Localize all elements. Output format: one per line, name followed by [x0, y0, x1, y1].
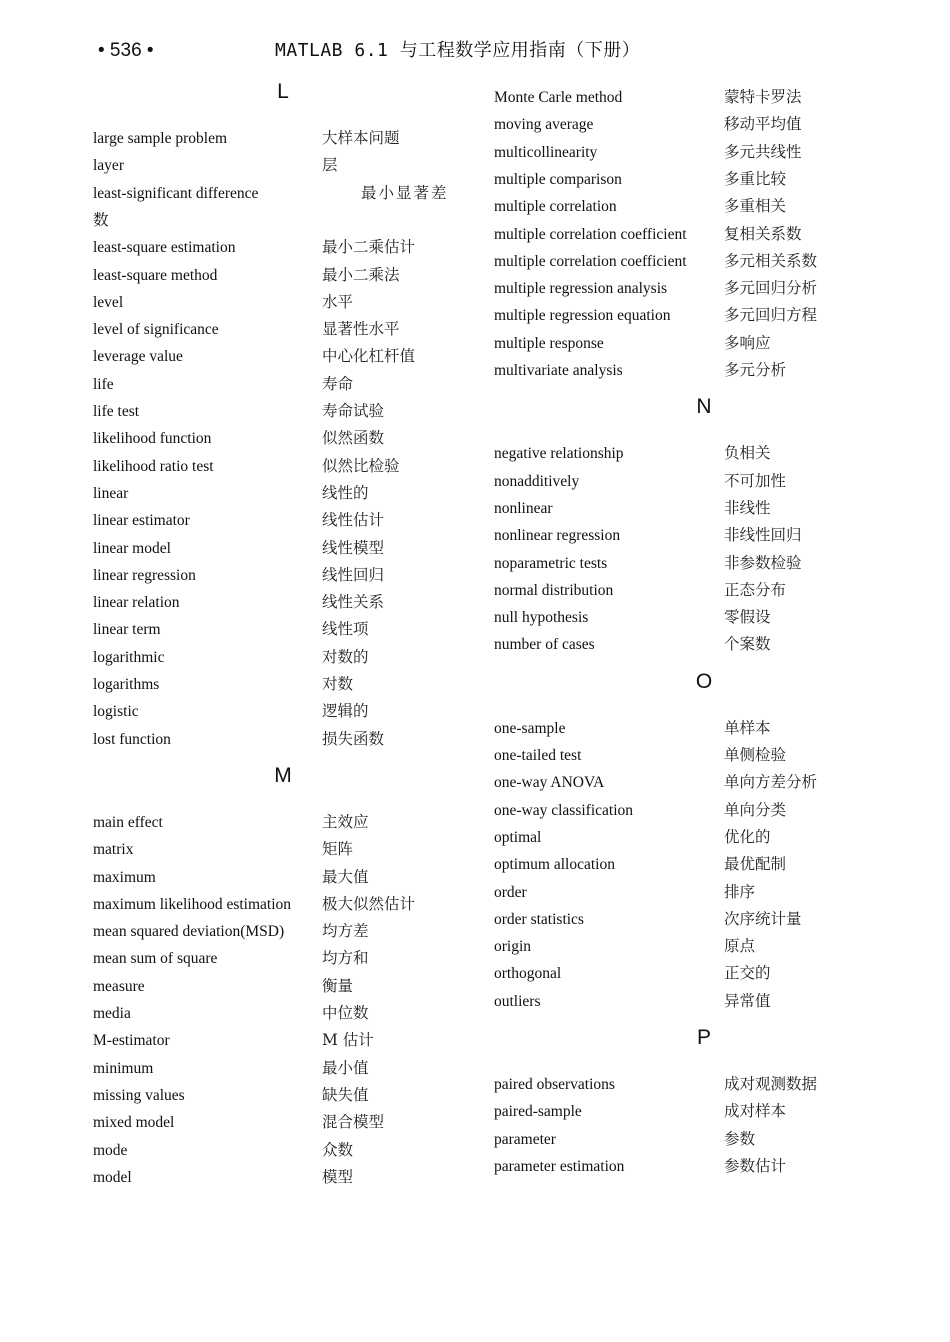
term-english: negative relationship: [494, 445, 624, 463]
term-english: linear relation: [93, 594, 180, 612]
term-english: likelihood ratio test: [93, 457, 214, 475]
glossary-entry: [494, 742, 914, 769]
glossary-entry: [93, 973, 473, 1000]
glossary-entry: [93, 507, 473, 534]
glossary-entry: [93, 1164, 473, 1191]
term-chinese: 零假设: [724, 608, 771, 627]
term-english: missing values: [93, 1086, 185, 1104]
glossary-entry: [494, 193, 914, 220]
term-english: logarithmic: [93, 648, 165, 666]
term-chinese: 众数: [322, 1140, 354, 1159]
glossary-entry: [93, 644, 473, 671]
term-english: order: [494, 883, 527, 901]
glossary-entry: [494, 879, 914, 906]
term-english: number of cases: [494, 636, 595, 654]
term-chinese: 原点: [724, 937, 756, 956]
term-english: least-significant difference: [93, 184, 259, 202]
term-chinese: 移动平均值: [724, 115, 802, 134]
running-title: MATLAB 6.1 与工程数学应用指南（下册）: [275, 40, 641, 61]
term-chinese: 对数: [322, 675, 354, 693]
term-chinese: 似然函数: [322, 429, 385, 448]
term-english: one-way classification: [494, 801, 634, 819]
glossary-entry: [93, 726, 473, 753]
glossary-entry: [494, 851, 914, 878]
term-chinese: 最小显著差: [361, 183, 449, 202]
glossary-entry: [93, 589, 473, 616]
term-english: orthogonal: [494, 965, 562, 983]
term-chinese: 最优配制: [724, 855, 787, 874]
term-english: M-estimator: [93, 1032, 170, 1050]
term-chinese: 衡量: [322, 976, 354, 995]
glossary-entry: [93, 480, 473, 507]
term-chinese: 不可加性: [724, 471, 787, 490]
glossary-entry: [494, 330, 914, 357]
term-chinese: 正交的: [724, 964, 771, 983]
term-chinese: 多重比较: [724, 169, 787, 188]
term-chinese: 单样本: [724, 718, 771, 737]
glossary-entry: [93, 535, 473, 562]
term-chinese: 混合模型: [322, 1113, 385, 1132]
glossary-entry: [93, 316, 473, 343]
glossary-entry: [494, 248, 914, 275]
glossary-entry: [93, 425, 473, 452]
term-english: normal distribution: [494, 581, 614, 599]
term-english: order statistics: [494, 910, 584, 928]
term-english: multiple regression equation: [494, 307, 671, 325]
term-english: least-square method: [93, 266, 218, 284]
glossary-entry: [494, 933, 914, 960]
term-english: noparametric tests: [494, 554, 608, 572]
glossary-entry: [494, 440, 914, 467]
glossary-entry: [494, 550, 914, 577]
term-chinese: 极大似然估计: [322, 894, 416, 913]
glossary-entry: [494, 604, 914, 631]
glossary-entry: [93, 1055, 473, 1082]
term-english: nonadditively: [494, 472, 580, 490]
term-chinese: 次序统计量: [724, 909, 802, 928]
term-english: parameter estimation: [494, 1157, 625, 1175]
term-english: level of significance: [93, 321, 219, 339]
term-english: media: [93, 1005, 131, 1022]
term-english: origin: [494, 938, 532, 956]
glossary-entry: [93, 562, 473, 589]
term-english: maximum: [93, 868, 156, 886]
glossary-entry: [494, 769, 914, 796]
glossary-entry: [494, 797, 914, 824]
term-chinese: 参数估计: [724, 1156, 787, 1175]
glossary-entry: [93, 180, 473, 234]
term-english: main effect: [93, 813, 163, 831]
term-english: model: [93, 1168, 132, 1186]
glossary-entry: [494, 1126, 914, 1153]
term-english: linear: [93, 484, 129, 502]
term-english: paired observations: [494, 1076, 615, 1093]
glossary-entry: [93, 343, 473, 370]
glossary-entry: [494, 906, 914, 933]
term-english: multicollinearity: [494, 143, 598, 161]
term-chinese: 线性模型: [322, 538, 385, 557]
glossary-entry: [93, 1027, 473, 1054]
term-english: mean squared deviation(MSD): [93, 923, 285, 941]
glossary-entry: [93, 864, 473, 891]
glossary-entry: [494, 1153, 914, 1180]
term-english: multiple response: [494, 334, 604, 352]
glossary-entry: [494, 84, 914, 111]
term-chinese-continuation: 数: [93, 210, 109, 229]
term-english: mixed model: [93, 1114, 175, 1132]
term-chinese: 非线性回归: [724, 526, 802, 545]
term-chinese: 矩阵: [322, 840, 354, 859]
term-english: outliers: [494, 992, 541, 1010]
term-chinese: 复相关系数: [724, 224, 802, 243]
glossary-entry: [93, 234, 473, 261]
term-english: mean sum of square: [93, 950, 218, 968]
term-english: parameter: [494, 1130, 556, 1148]
term-chinese: 多响应: [724, 333, 771, 352]
term-chinese: 最小二乘法: [322, 265, 400, 284]
term-chinese: 中心化杠杆值: [322, 347, 416, 366]
term-english: nonlinear: [494, 499, 553, 517]
glossary-entry: [494, 1071, 914, 1098]
term-english: multivariate analysis: [494, 362, 623, 379]
glossary-entry: [93, 1137, 473, 1164]
term-chinese: 单向方差分析: [724, 773, 818, 792]
term-english: large sample problem: [93, 130, 228, 147]
glossary-entry: [93, 945, 473, 972]
glossary-entry: [93, 809, 473, 836]
term-chinese: 多元分析: [724, 361, 787, 379]
term-english: life: [93, 375, 114, 393]
glossary-entry: [494, 357, 914, 384]
glossary-entry: [93, 1082, 473, 1109]
term-chinese: 多元回归分析: [724, 279, 818, 298]
glossary-entry: [494, 166, 914, 193]
term-chinese: 多元共线性: [724, 142, 802, 161]
term-chinese: 最大值: [322, 867, 369, 886]
term-chinese: 均方和: [322, 949, 369, 968]
glossary-entry: [93, 1000, 473, 1027]
term-chinese: 线性回归: [322, 565, 385, 584]
term-chinese: 多重相关: [724, 197, 787, 216]
term-english: leverage value: [93, 348, 183, 366]
glossary-entry: [494, 824, 914, 851]
term-english: one-sample: [494, 719, 566, 737]
term-english: nonlinear regression: [494, 527, 621, 545]
term-chinese: 线性项: [322, 620, 369, 639]
term-chinese: 线性的: [322, 483, 369, 502]
glossary-entry: [93, 398, 473, 425]
page-number: • 536 •: [98, 40, 154, 61]
term-english: multiple correlation coefficient: [494, 252, 687, 270]
term-chinese: 寿命: [322, 374, 354, 393]
glossary-entry: [93, 371, 473, 398]
glossary-entry: [93, 1109, 473, 1136]
term-english: level: [93, 293, 124, 311]
term-chinese: 寿命试验: [322, 402, 385, 420]
term-chinese: 蒙特卡罗法: [724, 88, 802, 106]
term-chinese: 个案数: [724, 635, 771, 654]
glossary-entry: [494, 302, 914, 329]
term-english: layer: [93, 157, 124, 175]
term-chinese: 最小二乘估计: [322, 238, 416, 257]
term-english: moving average: [494, 116, 594, 134]
term-chinese: M 估计: [322, 1031, 374, 1050]
term-chinese: 水平: [322, 292, 354, 311]
glossary-entry: [494, 111, 914, 138]
term-chinese: 中位数: [322, 1004, 369, 1022]
term-english: minimum: [93, 1059, 154, 1077]
term-english: multiple correlation: [494, 198, 617, 216]
term-chinese: 非线性: [724, 498, 771, 517]
glossary-entry: [93, 891, 473, 918]
glossary-entry: [494, 1098, 914, 1125]
term-chinese: 主效应: [322, 812, 369, 831]
term-chinese: 大样本问题: [322, 129, 400, 147]
term-chinese: 正态分布: [724, 580, 787, 599]
term-english: paired-sample: [494, 1103, 582, 1121]
term-chinese: 单侧检验: [724, 746, 787, 764]
term-chinese: 成对样本: [724, 1102, 787, 1121]
section-letter-m: M: [274, 763, 292, 787]
term-english: logarithms: [93, 676, 160, 693]
term-chinese: 参数: [724, 1129, 756, 1148]
term-chinese: 成对观测数据: [724, 1075, 818, 1093]
term-chinese: 异常值: [724, 991, 771, 1010]
term-chinese: 逻辑的: [322, 702, 369, 721]
glossary-entry: [494, 522, 914, 549]
term-chinese: 多元回归方程: [724, 306, 818, 325]
term-english: multiple regression analysis: [494, 280, 668, 298]
glossary-entry: [93, 152, 473, 179]
term-english: multiple comparison: [494, 170, 622, 188]
glossary-entry: [494, 988, 914, 1015]
term-chinese: 负相关: [724, 444, 771, 463]
term-english: Monte Carle method: [494, 89, 623, 106]
term-english: linear term: [93, 621, 161, 639]
term-english: optimum allocation: [494, 856, 615, 874]
term-chinese: 对数的: [322, 647, 369, 666]
glossary-entry: [93, 671, 473, 698]
term-english: matrix: [93, 841, 134, 859]
term-chinese: 显著性水平: [322, 320, 400, 339]
glossary-entry: [494, 468, 914, 495]
term-chinese: 优化的: [724, 827, 771, 846]
term-chinese: 排序: [724, 882, 756, 901]
term-chinese: 多元相关系数: [724, 251, 818, 270]
section-letter-p: P: [696, 1026, 711, 1049]
term-chinese: 线性关系: [322, 593, 385, 612]
glossary-entry: [494, 139, 914, 166]
term-chinese: 损失函数: [322, 729, 385, 748]
term-english: multiple correlation coefficient: [494, 225, 687, 243]
term-english: maximum likelihood estimation: [93, 895, 292, 913]
glossary-entry: [93, 836, 473, 863]
glossary-entry: [494, 495, 914, 522]
glossary-entry: [93, 616, 473, 643]
section-letter-o: O: [695, 669, 713, 693]
term-english: linear estimator: [93, 512, 190, 530]
glossary-entry: [93, 262, 473, 289]
term-chinese: 非参数检验: [724, 553, 802, 572]
term-english: one-way ANOVA: [494, 774, 605, 792]
term-english: mode: [93, 1141, 128, 1159]
term-chinese: 线性估计: [322, 511, 385, 530]
term-english: likelihood function: [93, 430, 212, 448]
glossary-entry: [93, 453, 473, 480]
term-english: optimal: [494, 828, 542, 846]
glossary-entry: [93, 698, 473, 725]
term-english: one-tailed test: [494, 747, 582, 764]
term-english: linear model: [93, 539, 171, 557]
section-letter-l: L: [277, 80, 289, 103]
term-chinese: 模型: [322, 1167, 354, 1186]
term-english: logistic: [93, 703, 139, 721]
term-english: least-square estimation: [93, 239, 236, 257]
term-english: measure: [93, 977, 145, 995]
term-chinese: 均方差: [322, 922, 369, 941]
term-chinese: 单向分类: [724, 800, 787, 819]
term-english: lost function: [93, 730, 171, 748]
term-chinese: 层: [322, 156, 338, 175]
glossary-entry: [494, 275, 914, 302]
term-english: life test: [93, 403, 140, 420]
term-chinese: 最小值: [322, 1058, 369, 1077]
glossary-entry: [494, 960, 914, 987]
glossary-entry: [93, 125, 473, 152]
section-letter-n: N: [696, 395, 712, 419]
glossary-entry: [93, 918, 473, 945]
glossary-entry: [494, 715, 914, 742]
glossary-entry: [494, 221, 914, 248]
glossary-entry: [494, 577, 914, 604]
term-chinese: 似然比检验: [322, 456, 400, 475]
term-english: null hypothesis: [494, 609, 589, 627]
term-english: linear regression: [93, 566, 196, 584]
glossary-entry: [93, 289, 473, 316]
glossary-entry: [494, 631, 914, 658]
term-chinese: 缺失值: [322, 1085, 369, 1104]
